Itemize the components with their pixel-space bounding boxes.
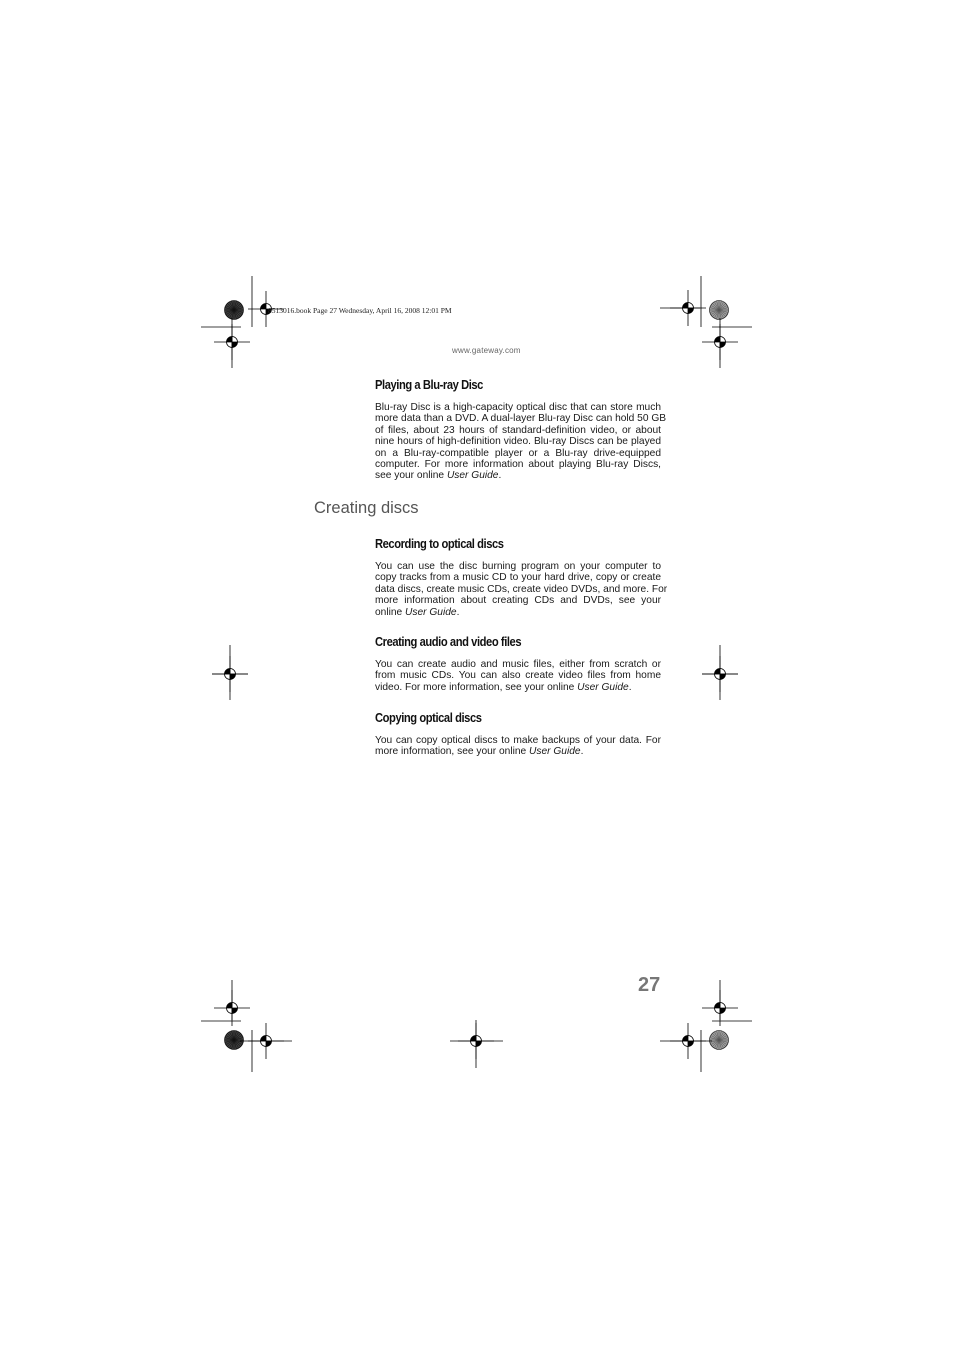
print-slug: 8513016.book Page 27 Wednesday, April 16, 2008 12:01 PM [268,306,452,315]
text-line: computer. For more information about playing Blu-ray Discs, [375,459,661,471]
color-bar-dot [710,301,729,320]
user-guide-reference: User Guide [577,681,629,693]
text-line [375,607,661,618]
text-line: more information about creating CDs and DVDs, see your [375,595,661,607]
text-line: data discs, create music CDs, create video DVDs, and more. For [375,583,668,595]
paragraph-audio-video [375,659,661,693]
text-fragment: see your online [375,470,447,482]
color-bar-dot [225,1031,244,1050]
text-fragment: online [375,606,406,618]
text-line: You can copy optical discs to make backups of your data. For [375,735,661,746]
color-bar-dot [710,1031,729,1050]
text-line: copy tracks from a music CD to your hard drive, copy or create [375,572,661,584]
header-url: www.gateway.com [452,346,521,355]
color-bar-dot [225,301,244,320]
heading-playing-bluray: Playing a Blu-ray Disc [375,377,483,392]
page-number: 27 [638,974,661,996]
text-line: You can create audio and music files, either from scratch or [375,659,661,670]
text-line: from music CDs. You can also create video files from home [375,670,661,682]
text-fragment: . [456,606,460,618]
text-line: on a Blu-ray-compatible player or a Blu-ray drive-equipped [375,447,661,459]
user-guide-reference: User Guide [529,746,581,758]
user-guide-reference: User Guide [446,470,499,482]
heading-creating-discs: Creating discs [314,499,419,517]
text-line [375,682,661,693]
text-fragment: video. For more information, see your online [375,681,578,693]
text-fragment: more information, see your online [375,746,530,758]
text-line: You can use the disc burning program on your computer to [375,561,661,572]
paragraph-recording [375,561,668,618]
text-fragment: . [498,470,502,482]
text-line: more data than a DVD. A dual-layer Blu-ray Disc can hold 50 GB [375,413,667,425]
heading-recording: Recording to optical discs [375,536,504,551]
heading-audio-video: Creating audio and video files [375,634,522,649]
paragraph-bluray [375,402,667,482]
text-line [375,470,661,481]
text-line: of files, about 23 hours of standard-definition video, or about [375,424,661,436]
heading-copying: Copying optical discs [375,710,482,725]
text-line [375,746,661,757]
text-fragment: . [580,746,584,758]
text-fragment: . [628,681,632,693]
paragraph-copying [375,735,661,758]
text-line: Blu-ray Disc is a high-capacity optical disc that can store much [375,402,661,413]
text-line: nine hours of high-definition video. Blu-ray Discs can be played [375,436,661,448]
user-guide-reference: User Guide [405,606,457,618]
